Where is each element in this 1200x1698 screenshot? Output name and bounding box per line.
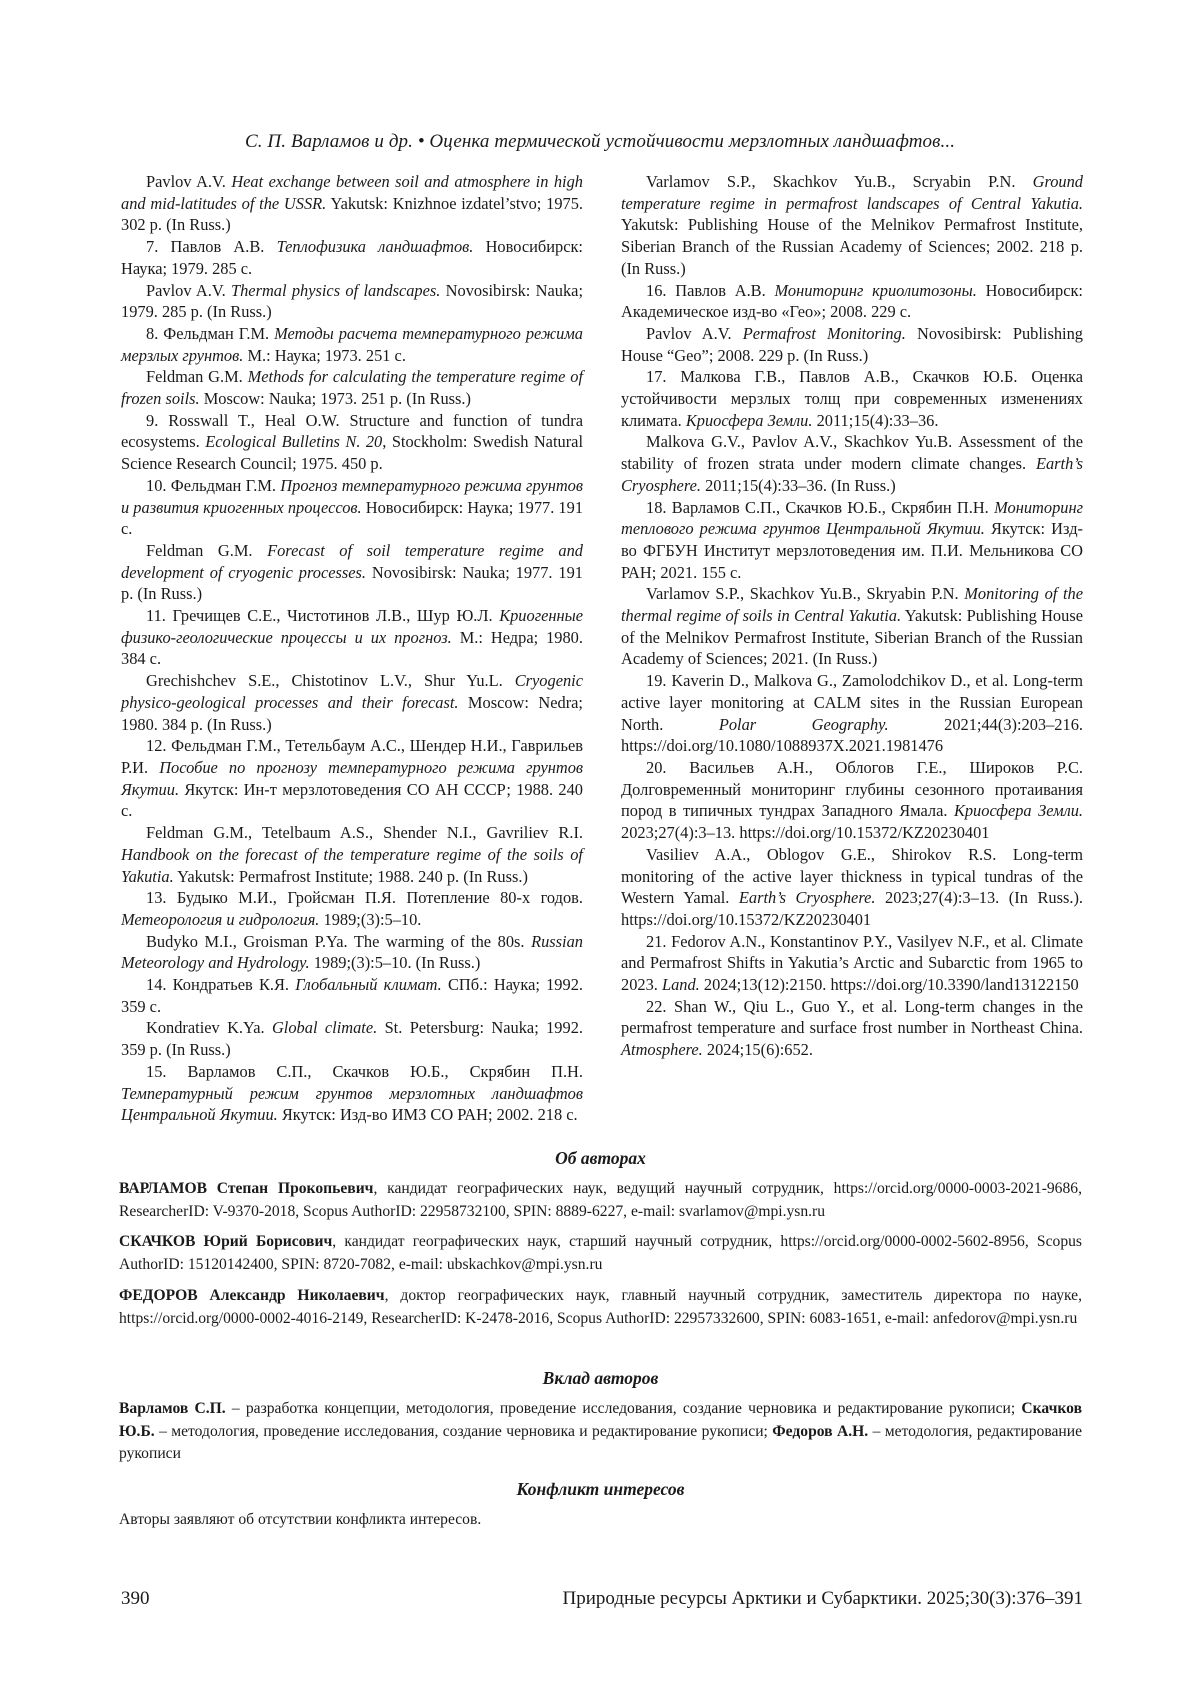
references-left-column [121,171,583,1126]
reference-item: 13. Будыко М.И., Гройсман П.Я. Потепление 80-х годов. Метеорология и гидрология. 1989;(3):5–10. [121,888,583,929]
reference-item: 15. Варламов С.П., Скачков Ю.Б., Скрябин П.Н. Температурный режим грунтов мерзлотных ландшафтов Центральной Якутии. Якутск: Изд-во ИМЗ СО РАН; 2002. 218 с. [121,1061,583,1125]
reference-item: 9. Rosswall T., Heal O.W. Structure and function of tundra ecosystems. Ecological Bulletins N. 20, Stockholm: Swedish Natural Science Research Council; 1975. 450 p. [121,410,583,474]
reference-item: Feldman G.M. Forecast of soil temperature regime and development of cryogenic processes. Novosibirsk: Nauka; 1977. 191 p. (In Russ.) [121,540,583,604]
reference-item: Varlamov S.P., Skachkov Yu.B., Skryabin P.N. Monitoring of the thermal regime of soils in Central Yakutia. Yakutsk: Publishing House of the Melnikov Permafrost Institute, Siberian Branch of the Russian Academy of Sciences; 2021. (In Russ.) [621,584,1083,669]
reference-item: Kondratiev K.Ya. Global climate. St. Petersburg: Nauka; 1992. 359 p. (In Russ.) [121,1018,583,1060]
reference-item: 7. Павлов А.В. Теплофизика ландшафтов. Новосибирск: Наука; 1979. 285 с. [121,237,583,278]
reference-item: 22. Shan W., Qiu L., Guo Y., et al. Long-term changes in the permafrost temperature and surface frost number in Northeast China. Atmosphere. 2024;15(6):652. [621,996,1083,1060]
reference-item: Malkova G.V., Pavlov A.V., Skachkov Yu.B. Assessment of the stability of frozen strata under modern climate changes. Earth’s Cryosphere. 2011;15(4):33–36. (In Russ.) [621,432,1083,495]
reference-item: Budyko M.I., Groisman P.Ya. The warming of the 80s. Russian Meteorology and Hydrology. 1989;(3):5–10. (In Russ.) [121,931,583,973]
about-authors-heading: Об авторах [555,1148,646,1168]
reference-item: 20. Васильев А.Н., Облогов Г.Е., Широков Р.С. Долговременный мониторинг глубины сезонного протаивания пород в типичных тундрах Западного Ямала. Криосфера Земли. 2023;27(4):3–13. https://doi.org/10.15372/KZ20230401 [621,757,1084,843]
reference-item: Pavlov A.V. Permafrost Monitoring. Novosibirsk: Publishing House “Geo”; 2008. 229 p. (In Russ.) [621,323,1083,365]
reference-item: Pavlov A.V. Heat exchange between soil and atmosphere in high and mid-latitudes of the USSR. Yakutsk: Knizhnoe izdatel’stvo; 1975. 302 p. (In Russ.) [121,172,584,235]
running-head: С. П. Варламов и др. • Оценка термической устойчивости мерзлотных ландшафтов... [244,131,956,152]
reference-item: 18. Варламов С.П., Скачков Ю.Б., Скрябин П.Н. Мониторинг теплового режима грунтов Центральной Якутии. Якутск: Изд-во ФГБУН Институт мерзлотоведения им. П.И. Мельникова СО РАН; 2021. 155 с. [621,497,1083,582]
reference-item: 11. Гречищев С.Е., Чистотинов Л.В., Шур Ю.Л. Криогенные физико-геологические процессы и их прогноз. М.: Недра; 1980. 384 с. [121,606,583,669]
reference-item: 19. Kaverin D., Malkova G., Zamolodchikov D., et al. Long-term active layer monitoring at CALM sites in the Russian European North. Polar Geography. 2021;44(3):203–216. https://doi.org/10.1080/1088937X.2021.1981476 [621,671,1083,756]
reference-item: 8. Фельдман Г.М. Методы расчета температурного режима мерзлых грунтов. М.: Наука; 1973. 251 с. [121,323,583,365]
reference-item: 12. Фельдман Г.М., Тетельбаум А.С., Шендер Н.И., Гаврильев Р.И. Пособие по прогнозу температурного режима грунтов Якутии. Якутск: Ин-т мерзлотоведения СО АН СССР; 1988. 240 с. [121,736,584,821]
reference-item: 16. Павлов А.В. Мониторинг криолитозоны. Новосибирск: Академическое изд-во «Гео»; 2008. 229 с. [621,280,1083,322]
conflict-text: Авторы заявляют об отсутствии конфликта интересов. [119,1511,482,1528]
author-entry: СКАЧКОВ Юрий Борисович, кандидат географических наук, старший научный сотрудник, https://orcid.org/0000-0002-5602-8956, Scopus AuthorID: 15120142400, SPIN: 8720-7082, e-mail: ubskachkov@mpi.ysn.ru [119,1233,1082,1274]
reference-item: Pavlov A.V. Thermal physics of landscapes. Novosibirsk: Nauka; 1979. 285 p. (In Russ.) [121,280,583,322]
journal-citation: Природные ресурсы Арктики и Субарктики. 2025;30(3):376–391 [562,1588,1083,1609]
reference-item: Grechishchev S.E., Chistotinov L.V., Shur Yu.L. Cryogenic physico-geological processes and their forecast. Moscow: Nedra; 1980. 384 p. (In Russ.) [121,671,583,734]
author-entry: ВАРЛАМОВ Степан Прокопьевич, кандидат географических наук, ведущий научный сотрудник, https://orcid.org/0000-0003-2021-9686, ResearcherID: V-9370-2018, Scopus AuthorID: 22958732100, SPIN: 8889-6227, e-mail: svarlamov@mpi.ysn.ru [119,1180,1082,1220]
contribution-heading: Вклад авторов [542,1368,659,1388]
conflict-heading: Конфликт интересов [516,1479,685,1499]
reference-item: Vasiliev A.A., Oblogov G.E., Shirokov R.S. Long-term monitoring of the active layer thickness in typical tundras of the Western Yamal. Earth’s Cryosphere. 2023;27(4):3–13. (In Russ.). https://doi.org/10.15372/KZ20230401 [621,844,1083,929]
conflict-section [119,1479,1082,1540]
reference-item: 10. Фельдман Г.М. Прогноз температурного режима грунтов и развития криогенных процессов. Новосибирск: Наука; 1977. 191 с. [121,475,584,539]
page-number: 390 [121,1588,150,1609]
reference-item: 17. Малкова Г.В., Павлов А.В., Скачков Ю.Б. Оценка устойчивости мерзлых толщ при современных изменениях климата. Криосфера Земли. 2011;15(4):33–36. [621,367,1083,430]
reference-item: Feldman G.M., Tetelbaum A.S., Shender N.I., Gavriliev R.I. Handbook on the forecast of the temperature regime of the soils of Yakutia. Yakutsk: Permafrost Institute; 1988. 240 p. (In Russ.) [121,823,583,886]
reference-item: 21. Fedorov A.N., Konstantinov P.Y., Vasilyev N.F., et al. Climate and Permafrost Shifts in Yakutia’s Arctic and Subarctic from 1965 to 2023. Land. 2024;13(12):2150. https://doi.org/10.3390/land13122150 [621,931,1083,995]
author-entry: ФЕДОРОВ Александр Николаевич, доктор географических наук, главный научный сотрудник, заместитель директора по науке, https://orcid.org/0000-0002-4016-2149, ResearcherID: K-2478-2016, Scopus AuthorID: 22957332600, SPIN: 6083-1651, e-mail: anfedorov@mpi.ysn.ru [119,1286,1083,1327]
references-right-column [621,171,1083,1061]
reference-item: Varlamov S.P., Skachkov Yu.B., Scryabin P.N. Ground temperature regime in permafrost landscapes of Central Yakutia. Yakutsk: Publishing House of the Melnikov Permafrost Institute, Siberian Branch of the Russian Academy of Sciences; 2002. 218 p. (In Russ.) [621,172,1083,278]
contribution-section [119,1368,1082,1474]
contribution-text: Варламов С.П. – разработка концепции, методология, проведение исследования, создание черновика и редактирование рукописи; Скачков Ю.Б. – методология, проведение исследования, создание черновика и редактирование рукописи; Федоров А.Н. – методология, редактирование рукописи [119,1400,1083,1463]
reference-item: 14. Кондратьев К.Я. Глобальный климат. СПб.: Наука; 1992. 359 с. [121,975,583,1016]
about-authors-section [119,1148,1082,1338]
reference-item: Feldman G.M. Methods for calculating the temperature regime of frozen soils. Moscow: Nauka; 1973. 251 p. (In Russ.) [121,367,583,409]
